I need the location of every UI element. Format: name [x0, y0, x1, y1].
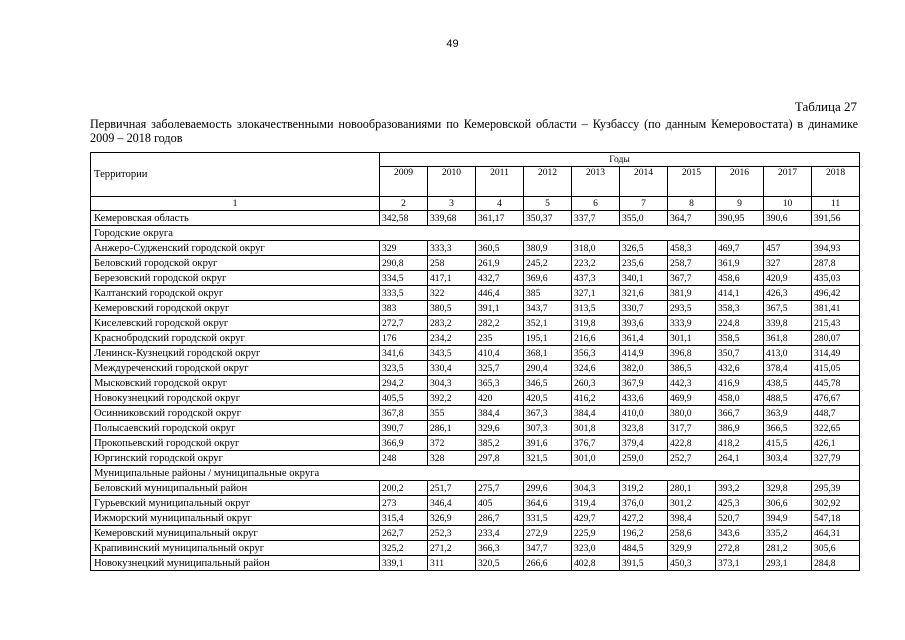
table-row: [91, 376, 860, 391]
value-cell: 360,5: [476, 241, 524, 256]
value-cell: 414,1: [716, 286, 764, 301]
value-cell: 469,7: [716, 241, 764, 256]
territory-name: Березовский городской округ: [91, 271, 380, 286]
value-cell: 245,2: [524, 256, 572, 271]
value-cell: 258,6: [668, 526, 716, 541]
column-number: 8: [668, 197, 716, 211]
value-cell: 425,3: [716, 496, 764, 511]
value-cell: 391,1: [476, 301, 524, 316]
value-cell: 272,7: [380, 316, 428, 331]
value-cell: 393,6: [620, 316, 668, 331]
value-cell: 464,31: [812, 526, 860, 541]
value-cell: 369,6: [524, 271, 572, 286]
value-cell: 427,2: [620, 511, 668, 526]
value-cell: 496,42: [812, 286, 860, 301]
table-row: [91, 241, 860, 256]
value-cell: 287,8: [812, 256, 860, 271]
value-cell: 415,5: [764, 436, 812, 451]
value-cell: 304,3: [572, 481, 620, 496]
year-header: 2009: [380, 167, 428, 197]
value-cell: 376,7: [572, 436, 620, 451]
value-cell: 437,3: [572, 271, 620, 286]
value-cell: 200,2: [380, 481, 428, 496]
value-cell: 262,7: [380, 526, 428, 541]
value-cell: 366,7: [716, 406, 764, 421]
value-cell: 402,8: [572, 556, 620, 571]
value-cell: 315,4: [380, 511, 428, 526]
value-cell: 272,8: [716, 541, 764, 556]
territory-name: Анжеро-Судженский городской округ: [91, 241, 380, 256]
value-cell: 341,6: [380, 346, 428, 361]
table-row: [91, 406, 860, 421]
column-number: 1: [91, 197, 380, 211]
column-number: 11: [812, 197, 860, 211]
column-number: 4: [476, 197, 524, 211]
value-cell: 261,9: [476, 256, 524, 271]
value-cell: 259,0: [620, 451, 668, 466]
value-cell: 339,68: [428, 211, 476, 226]
section-title: Муниципальные районы / муниципальные округа: [91, 466, 860, 481]
value-cell: 313,5: [572, 301, 620, 316]
value-cell: 273: [380, 496, 428, 511]
value-cell: 323,0: [572, 541, 620, 556]
value-cell: 405,5: [380, 391, 428, 406]
value-cell: 426,1: [812, 436, 860, 451]
territory-name: Полысаевский городской округ: [91, 421, 380, 436]
value-cell: 283,2: [428, 316, 476, 331]
value-cell: 295,39: [812, 481, 860, 496]
value-cell: 339,8: [764, 316, 812, 331]
value-cell: 366,3: [476, 541, 524, 556]
table-row: [91, 481, 860, 496]
table-row: [91, 316, 860, 331]
value-cell: 330,7: [620, 301, 668, 316]
value-cell: 215,43: [812, 316, 860, 331]
table-row: [91, 211, 860, 226]
value-cell: 346,4: [428, 496, 476, 511]
value-cell: 367,9: [620, 376, 668, 391]
value-cell: 293,5: [668, 301, 716, 316]
years-header: Годы: [380, 153, 860, 167]
value-cell: 326,5: [620, 241, 668, 256]
value-cell: 364,7: [668, 211, 716, 226]
year-header: 2011: [476, 167, 524, 197]
value-cell: 333,9: [668, 316, 716, 331]
year-header: 2012: [524, 167, 572, 197]
column-number: 9: [716, 197, 764, 211]
value-cell: 476,67: [812, 391, 860, 406]
value-cell: 252,3: [428, 526, 476, 541]
value-cell: 302,92: [812, 496, 860, 511]
value-cell: 342,58: [380, 211, 428, 226]
value-cell: 366,9: [380, 436, 428, 451]
value-cell: 372: [428, 436, 476, 451]
value-cell: 393,2: [716, 481, 764, 496]
table-row: [91, 556, 860, 571]
value-cell: 364,6: [524, 496, 572, 511]
value-cell: 318,0: [572, 241, 620, 256]
value-cell: 294,2: [380, 376, 428, 391]
value-cell: 319,2: [620, 481, 668, 496]
value-cell: 380,0: [668, 406, 716, 421]
value-cell: 379,4: [620, 436, 668, 451]
value-cell: 458,6: [716, 271, 764, 286]
value-cell: 317,7: [668, 421, 716, 436]
value-cell: 319,4: [572, 496, 620, 511]
value-cell: 329,8: [764, 481, 812, 496]
value-cell: 361,17: [476, 211, 524, 226]
year-header: 2016: [716, 167, 764, 197]
value-cell: 340,1: [620, 271, 668, 286]
value-cell: 234,2: [428, 331, 476, 346]
value-cell: 320,5: [476, 556, 524, 571]
territory-name: Ленинск-Кузнецкий городской округ: [91, 346, 380, 361]
value-cell: 327,1: [572, 286, 620, 301]
value-cell: 321,5: [524, 451, 572, 466]
value-cell: 376,0: [620, 496, 668, 511]
value-cell: 280,1: [668, 481, 716, 496]
column-number: 6: [572, 197, 620, 211]
value-cell: 368,1: [524, 346, 572, 361]
value-cell: 394,93: [812, 241, 860, 256]
section-row: [91, 466, 860, 481]
value-cell: 520,7: [716, 511, 764, 526]
value-cell: 275,7: [476, 481, 524, 496]
table-row: [91, 451, 860, 466]
value-cell: 293,1: [764, 556, 812, 571]
value-cell: 365,3: [476, 376, 524, 391]
value-cell: 410,4: [476, 346, 524, 361]
value-cell: 420,5: [524, 391, 572, 406]
value-cell: 386,9: [716, 421, 764, 436]
table-row: [91, 331, 860, 346]
value-cell: 235: [476, 331, 524, 346]
year-header: 2015: [668, 167, 716, 197]
value-cell: 350,37: [524, 211, 572, 226]
value-cell: 469,9: [668, 391, 716, 406]
territory-name: Калтанский городской округ: [91, 286, 380, 301]
territory-name: Мысковский городской округ: [91, 376, 380, 391]
value-cell: 301,1: [668, 331, 716, 346]
value-cell: 224,8: [716, 316, 764, 331]
value-cell: 286,1: [428, 421, 476, 436]
value-cell: 367,7: [668, 271, 716, 286]
year-header: 2013: [572, 167, 620, 197]
value-cell: 321,6: [620, 286, 668, 301]
value-cell: 383: [380, 301, 428, 316]
value-cell: 398,4: [668, 511, 716, 526]
table-row: [91, 271, 860, 286]
value-cell: 384,4: [572, 406, 620, 421]
value-cell: 356,3: [572, 346, 620, 361]
value-cell: 363,9: [764, 406, 812, 421]
value-cell: 304,3: [428, 376, 476, 391]
territory-name: Кемеровская область: [91, 211, 380, 226]
territory-name: Новокузнецкий городской округ: [91, 391, 380, 406]
value-cell: 355: [428, 406, 476, 421]
value-cell: 299,6: [524, 481, 572, 496]
territory-name: Крапивинский муниципальный округ: [91, 541, 380, 556]
value-cell: 391,5: [620, 556, 668, 571]
value-cell: 248: [380, 451, 428, 466]
value-cell: 418,2: [716, 436, 764, 451]
value-cell: 343,7: [524, 301, 572, 316]
section-title: Городские округа: [91, 226, 860, 241]
value-cell: 426,3: [764, 286, 812, 301]
territory-name: Ижморский муниципальный округ: [91, 511, 380, 526]
value-cell: 361,8: [764, 331, 812, 346]
value-cell: 382,0: [620, 361, 668, 376]
territory-name: Краснобродский городской округ: [91, 331, 380, 346]
value-cell: 329,6: [476, 421, 524, 436]
value-cell: 233,4: [476, 526, 524, 541]
value-cell: 334,5: [380, 271, 428, 286]
value-cell: 290,8: [380, 256, 428, 271]
value-cell: 319,8: [572, 316, 620, 331]
value-cell: 260,3: [572, 376, 620, 391]
value-cell: 306,6: [764, 496, 812, 511]
value-cell: 333,3: [428, 241, 476, 256]
value-cell: 414,9: [620, 346, 668, 361]
value-cell: 422,8: [668, 436, 716, 451]
value-cell: 252,7: [668, 451, 716, 466]
value-cell: 366,5: [764, 421, 812, 436]
value-cell: 385: [524, 286, 572, 301]
value-cell: 381,9: [668, 286, 716, 301]
value-cell: 335,2: [764, 526, 812, 541]
year-header: 2018: [812, 167, 860, 197]
column-number: 3: [428, 197, 476, 211]
value-cell: 323,5: [380, 361, 428, 376]
value-cell: 352,1: [524, 316, 572, 331]
value-cell: 266,6: [524, 556, 572, 571]
value-cell: 281,2: [764, 541, 812, 556]
territory-header: Территории: [91, 153, 380, 197]
table-row: [91, 286, 860, 301]
value-cell: 235,6: [620, 256, 668, 271]
table-row: [91, 256, 860, 271]
value-cell: 325,7: [476, 361, 524, 376]
table-caption: Первичная заболеваемость злокачественными новообразованиями по Кемеровской области – Кузбассу (по данным Кемеровостата) в динамике 2009 – 2018 годов: [90, 117, 858, 145]
table-row: [91, 391, 860, 406]
value-cell: 286,7: [476, 511, 524, 526]
value-cell: 284,8: [812, 556, 860, 571]
value-cell: 311: [428, 556, 476, 571]
value-cell: 176: [380, 331, 428, 346]
table-row: [91, 541, 860, 556]
value-cell: 429,7: [572, 511, 620, 526]
value-cell: 438,5: [764, 376, 812, 391]
value-cell: 343,5: [428, 346, 476, 361]
territory-name: Кемеровский городской округ: [91, 301, 380, 316]
value-cell: 405: [476, 496, 524, 511]
value-cell: 416,2: [572, 391, 620, 406]
territory-name: Юргинский городской округ: [91, 451, 380, 466]
value-cell: 367,5: [764, 301, 812, 316]
value-cell: 381,41: [812, 301, 860, 316]
table-row: [91, 511, 860, 526]
value-cell: 272,9: [524, 526, 572, 541]
value-cell: 385,2: [476, 436, 524, 451]
value-cell: 223,2: [572, 256, 620, 271]
table-row: [91, 526, 860, 541]
value-cell: 355,0: [620, 211, 668, 226]
value-cell: 361,4: [620, 331, 668, 346]
value-cell: 450,3: [668, 556, 716, 571]
value-cell: 324,6: [572, 361, 620, 376]
year-header: 2014: [620, 167, 668, 197]
value-cell: 314,49: [812, 346, 860, 361]
value-cell: 394,9: [764, 511, 812, 526]
table-row: [91, 496, 860, 511]
value-cell: 384,4: [476, 406, 524, 421]
value-cell: 258: [428, 256, 476, 271]
territory-name: Междуреченский городской округ: [91, 361, 380, 376]
territory-name: Кемеровский муниципальный округ: [91, 526, 380, 541]
value-cell: 327: [764, 256, 812, 271]
table-row: [91, 346, 860, 361]
value-cell: 390,6: [764, 211, 812, 226]
value-cell: 225,9: [572, 526, 620, 541]
value-cell: 547,18: [812, 511, 860, 526]
value-cell: 442,3: [668, 376, 716, 391]
value-cell: 358,5: [716, 331, 764, 346]
territory-name: Новокузнецкий муниципальный район: [91, 556, 380, 571]
column-number: 2: [380, 197, 428, 211]
value-cell: 307,3: [524, 421, 572, 436]
value-cell: 327,79: [812, 451, 860, 466]
value-cell: 417,1: [428, 271, 476, 286]
value-cell: 458,0: [716, 391, 764, 406]
value-cell: 361,9: [716, 256, 764, 271]
value-cell: 195,1: [524, 331, 572, 346]
value-cell: 343,6: [716, 526, 764, 541]
value-cell: 386,5: [668, 361, 716, 376]
value-cell: 391,56: [812, 211, 860, 226]
value-cell: 322,65: [812, 421, 860, 436]
page-number: 49: [446, 38, 459, 50]
value-cell: 264,1: [716, 451, 764, 466]
territory-name: Беловский муниципальный район: [91, 481, 380, 496]
value-cell: 329,9: [668, 541, 716, 556]
value-cell: 280,07: [812, 331, 860, 346]
value-cell: 301,8: [572, 421, 620, 436]
value-cell: 290,4: [524, 361, 572, 376]
value-cell: 251,7: [428, 481, 476, 496]
value-cell: 488,5: [764, 391, 812, 406]
value-cell: 331,5: [524, 511, 572, 526]
territory-name: Гурьевский муниципальный округ: [91, 496, 380, 511]
table-label: Таблица 27: [794, 99, 857, 114]
value-cell: 391,6: [524, 436, 572, 451]
value-cell: 196,2: [620, 526, 668, 541]
value-cell: 380,5: [428, 301, 476, 316]
value-cell: 410,0: [620, 406, 668, 421]
value-cell: 396,8: [668, 346, 716, 361]
value-cell: 271,2: [428, 541, 476, 556]
value-cell: 323,8: [620, 421, 668, 436]
value-cell: 305,6: [812, 541, 860, 556]
value-cell: 484,5: [620, 541, 668, 556]
value-cell: 378,4: [764, 361, 812, 376]
territory-name: Прокопьевский городской округ: [91, 436, 380, 451]
value-cell: 258,7: [668, 256, 716, 271]
value-cell: 367,3: [524, 406, 572, 421]
value-cell: 457: [764, 241, 812, 256]
value-cell: 445,78: [812, 376, 860, 391]
value-cell: 392,2: [428, 391, 476, 406]
value-cell: 303,4: [764, 451, 812, 466]
column-number: 5: [524, 197, 572, 211]
value-cell: 301,2: [668, 496, 716, 511]
table-row: [91, 436, 860, 451]
value-cell: 329: [380, 241, 428, 256]
table-row: [91, 361, 860, 376]
value-cell: 415,05: [812, 361, 860, 376]
territory-name: Киселевский городской округ: [91, 316, 380, 331]
column-number: 7: [620, 197, 668, 211]
value-cell: 326,9: [428, 511, 476, 526]
value-cell: 413,0: [764, 346, 812, 361]
value-cell: 346,5: [524, 376, 572, 391]
value-cell: 350,7: [716, 346, 764, 361]
year-header: 2010: [428, 167, 476, 197]
value-cell: 282,2: [476, 316, 524, 331]
value-cell: 328: [428, 451, 476, 466]
value-cell: 435,03: [812, 271, 860, 286]
value-cell: 373,1: [716, 556, 764, 571]
value-cell: 420: [476, 391, 524, 406]
value-cell: 432,7: [476, 271, 524, 286]
value-cell: 297,8: [476, 451, 524, 466]
value-cell: 301,0: [572, 451, 620, 466]
value-cell: 458,3: [668, 241, 716, 256]
value-cell: 432,6: [716, 361, 764, 376]
value-cell: 448,7: [812, 406, 860, 421]
section-row: [91, 226, 860, 241]
incidence-table: [90, 152, 860, 571]
value-cell: 416,9: [716, 376, 764, 391]
value-cell: 420,9: [764, 271, 812, 286]
value-cell: 367,8: [380, 406, 428, 421]
value-cell: 433,6: [620, 391, 668, 406]
value-cell: 333,5: [380, 286, 428, 301]
territory-name: Беловский городской округ: [91, 256, 380, 271]
column-number: 10: [764, 197, 812, 211]
value-cell: 216,6: [572, 331, 620, 346]
value-cell: 446,4: [476, 286, 524, 301]
value-cell: 390,7: [380, 421, 428, 436]
value-cell: 337,7: [572, 211, 620, 226]
value-cell: 380,9: [524, 241, 572, 256]
value-cell: 330,4: [428, 361, 476, 376]
table-row: [91, 301, 860, 316]
value-cell: 358,3: [716, 301, 764, 316]
value-cell: 347,7: [524, 541, 572, 556]
value-cell: 325,2: [380, 541, 428, 556]
value-cell: 390,95: [716, 211, 764, 226]
value-cell: 322: [428, 286, 476, 301]
year-header: 2017: [764, 167, 812, 197]
territory-name: Осинниковский городской округ: [91, 406, 380, 421]
value-cell: 339,1: [380, 556, 428, 571]
table-row: [91, 421, 860, 436]
